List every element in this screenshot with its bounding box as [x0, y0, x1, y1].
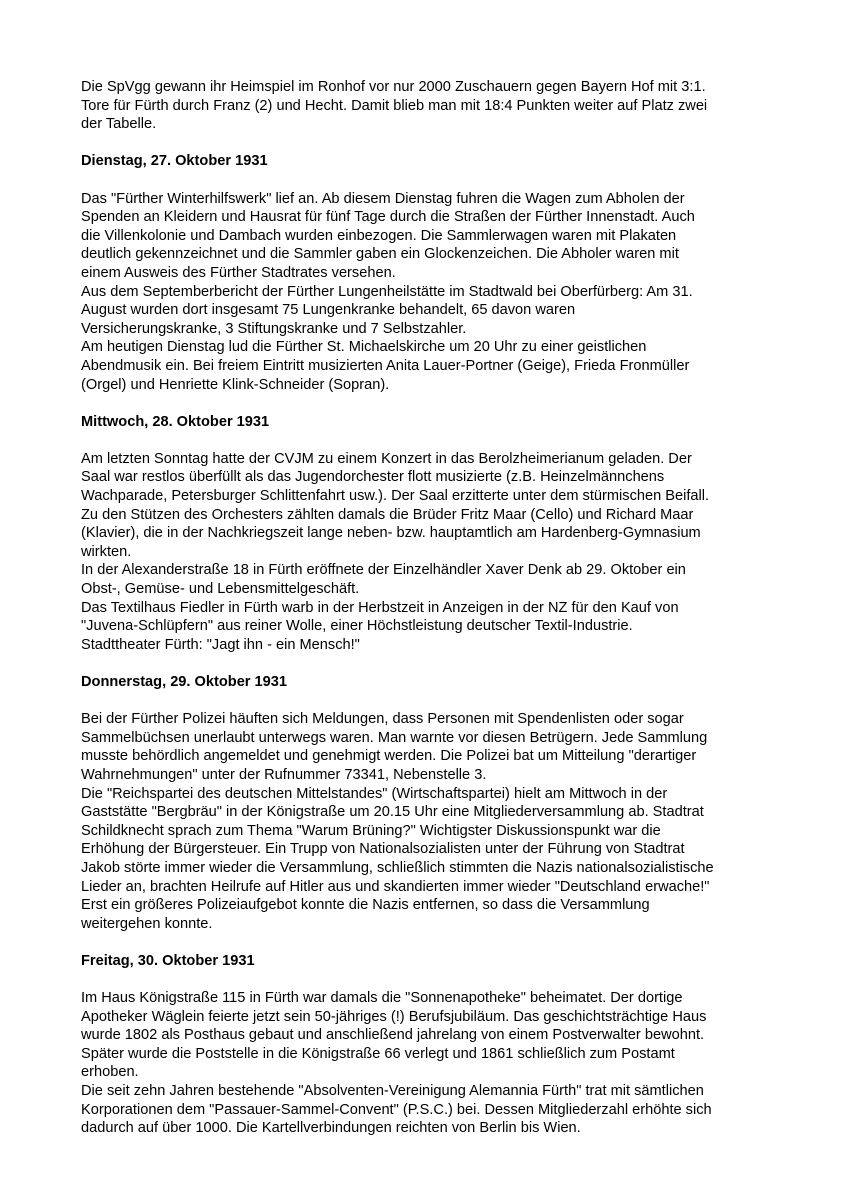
text-line: Schildknecht sprach zum Thema "Warum Brüning?" Wichtigster Diskussionspunkt war die	[81, 822, 661, 839]
text-line: Lieder an, brachten Heilrufe auf Hitler aus und skandierten immer wieder "Deutschland erwache!"	[81, 878, 710, 895]
section-body	[81, 450, 781, 655]
section-heading: Dienstag, 27. Oktober 1931	[81, 153, 268, 170]
section-dienstag	[81, 152, 781, 394]
text-line: Am heutigen Dienstag lud die Fürther St. Michaelskirche um 20 Uhr zu einer geistlichen	[81, 339, 647, 356]
text-line: Sammelbüchsen unerlaubt unterwegs waren. Man warnte vor diesen Betrügern. Jede Sammlung	[81, 729, 708, 746]
text-line: (Klavier), die in der Nachkriegszeit lange neben- bzw. hauptamtlich am Hardenberg-Gymnasium	[81, 525, 701, 542]
text-line: In der Alexanderstraße 18 in Fürth eröffnete der Einzelhändler Xaver Denk ab 29. Oktober ein	[81, 562, 686, 579]
text-line: August wurden dort insgesamt 75 Lungenkranke behandelt, 65 davon waren	[81, 302, 576, 319]
text-line: Bei der Fürther Polizei häuften sich Meldungen, dass Personen mit Spendenlisten oder sogar	[81, 711, 684, 728]
text-line: Die "Reichspartei des deutschen Mittelstandes" (Wirtschaftspartei) hielt am Mittwoch in der	[81, 785, 668, 802]
section-heading: Mittwoch, 28. Oktober 1931	[81, 413, 270, 430]
text-line: Erst ein größeres Polizeiaufgebot konnte die Nazis entfernen, so dass die Versammlung	[81, 897, 650, 914]
text-line: wirkten.	[81, 543, 132, 560]
text-line: Obst-, Gemüse- und Lebensmittelgeschäft.	[81, 581, 360, 598]
text-line: Im Haus Königstraße 115 in Fürth war damals die "Sonnenapotheke" beheimatet. Der dortige	[81, 990, 683, 1007]
text-line: musste behördlich angemeldet und genehmigt werden. Die Polizei bat um Mitteilung "derartiger	[81, 748, 697, 765]
text-line: der Tabelle.	[81, 116, 157, 133]
section-donnerstag	[81, 673, 781, 933]
text-line: die Villenkolonie und Dambach wurden einbezogen. Die Sammlerwagen waren mit Plakaten	[81, 227, 677, 244]
text-line: Korporationen dem "Passauer-Sammel-Convent" (P.S.C.) bei. Dessen Mitgliederzahl erhöhte sich	[81, 1101, 712, 1118]
text-line: Jakob störte immer wieder die Versammlung, schließlich stimmten die Nazis nationalsozialistische	[81, 859, 714, 876]
section-freitag	[81, 952, 781, 1138]
section-mittwoch	[81, 413, 781, 655]
text-line: Die seit zehn Jahren bestehende "Absolventen-Vereinigung Alemannia Fürth" trat mit sämtlichen	[81, 1083, 704, 1100]
text-line: Das Textilhaus Fiedler in Fürth warb in der Herbstzeit in Anzeigen in der NZ für den Kauf von	[81, 599, 679, 616]
text-line: Erhöhung der Bürgersteuer. Ein Trupp von Nationalsozialisten unter der Führung von Stadtrat	[81, 841, 685, 858]
text-line: Spenden an Kleidern und Hausrat für fünf Tage durch die Straßen der Fürther Innenstadt. Auch	[81, 209, 695, 226]
text-line: wurde 1802 als Posthaus gebaut und anschließend jahrelang von einem Postverwalter bewohnt.	[81, 1027, 705, 1044]
text-line: einem Ausweis des Fürther Stadtrates versehen.	[81, 264, 396, 281]
section-body	[81, 989, 781, 1138]
document-page	[81, 78, 781, 1138]
text-line: weitergehen konnte.	[81, 915, 213, 932]
text-line: Wahrnehmungen" unter der Rufnummer 73341, Nebenstelle 3.	[81, 766, 487, 783]
text-line: Versicherungskranke, 3 Stiftungskranke und 7 Selbstzahler.	[81, 320, 467, 337]
section-body	[81, 710, 781, 933]
text-line: Apotheker Wäglein feierte jetzt sein 50-jähriges (!) Berufsjubiläum. Das geschichtsträchtige Haus	[81, 1008, 707, 1025]
text-line: Wachparade, Petersburger Schlittenfahrt usw.). Der Saal erzitterte unter dem stürmischen Beifall.	[81, 488, 710, 505]
text-line: dadurch auf über 1000. Die Kartellverbindungen reichten von Berlin bis Wien.	[81, 1120, 581, 1137]
text-line: "Juvena-Schlüpfern" aus reiner Wolle, einer Höchstleistung deutscher Textil-Industrie.	[81, 618, 633, 635]
text-line: erhoben.	[81, 1064, 139, 1081]
section-heading: Donnerstag, 29. Oktober 1931	[81, 674, 288, 690]
text-line: deutlich gekennzeichnet und die Sammler gaben ein Glockenzeichen. Die Abholer waren mit	[81, 246, 679, 263]
section-body	[81, 190, 781, 395]
text-line: Gaststätte "Bergbräu" in der Königstraße um 20.15 Uhr eine Mitgliederversammlung ab. Stadtrat	[81, 804, 704, 821]
text-line: Stadttheater Fürth: "Jagt ihn - ein Mensch!"	[81, 636, 360, 653]
text-line: Tore für Fürth durch Franz (2) und Hecht. Damit blieb man mit 18:4 Punkten weiter auf Platz zwei	[81, 97, 708, 114]
text-line: (Orgel) und Henriette Klink-Schneider (Sopran).	[81, 376, 390, 393]
text-line: Aus dem Septemberbericht der Fürther Lungenheilstätte im Stadtwald bei Oberfürberg: Am 31.	[81, 283, 693, 300]
text-line: Saal war restlos überfüllt als das Jugendorchester flott musizierte (z.B. Heinzelmännchens	[81, 469, 665, 486]
text-line: Später wurde die Poststelle in die Königstraße 66 verlegt und 1861 schließlich zum Postamt	[81, 1045, 675, 1062]
text-line: Abendmusik ein. Bei freiem Eintritt musizierten Anita Lauer-Portner (Geige), Frieda Fronmüller	[81, 357, 690, 374]
section-heading: Freitag, 30. Oktober 1931	[81, 952, 255, 969]
text-line: Das "Fürther Winterhilfswerk" lief an. Ab diesem Dienstag fuhren die Wagen zum Abholen der	[81, 190, 685, 207]
text-line: Am letzten Sonntag hatte der CVJM zu einem Konzert in das Berolzheimerianum geladen. Der	[81, 450, 692, 467]
text-line: Zu den Stützen des Orchesters zählten damals die Brüder Fritz Maar (Cello) und Richard Maar	[81, 506, 694, 523]
intro-paragraph	[81, 78, 781, 134]
text-line: Die SpVgg gewann ihr Heimspiel im Ronhof vor nur 2000 Zuschauern gegen Bayern Hof mit 3:1.	[81, 79, 706, 95]
